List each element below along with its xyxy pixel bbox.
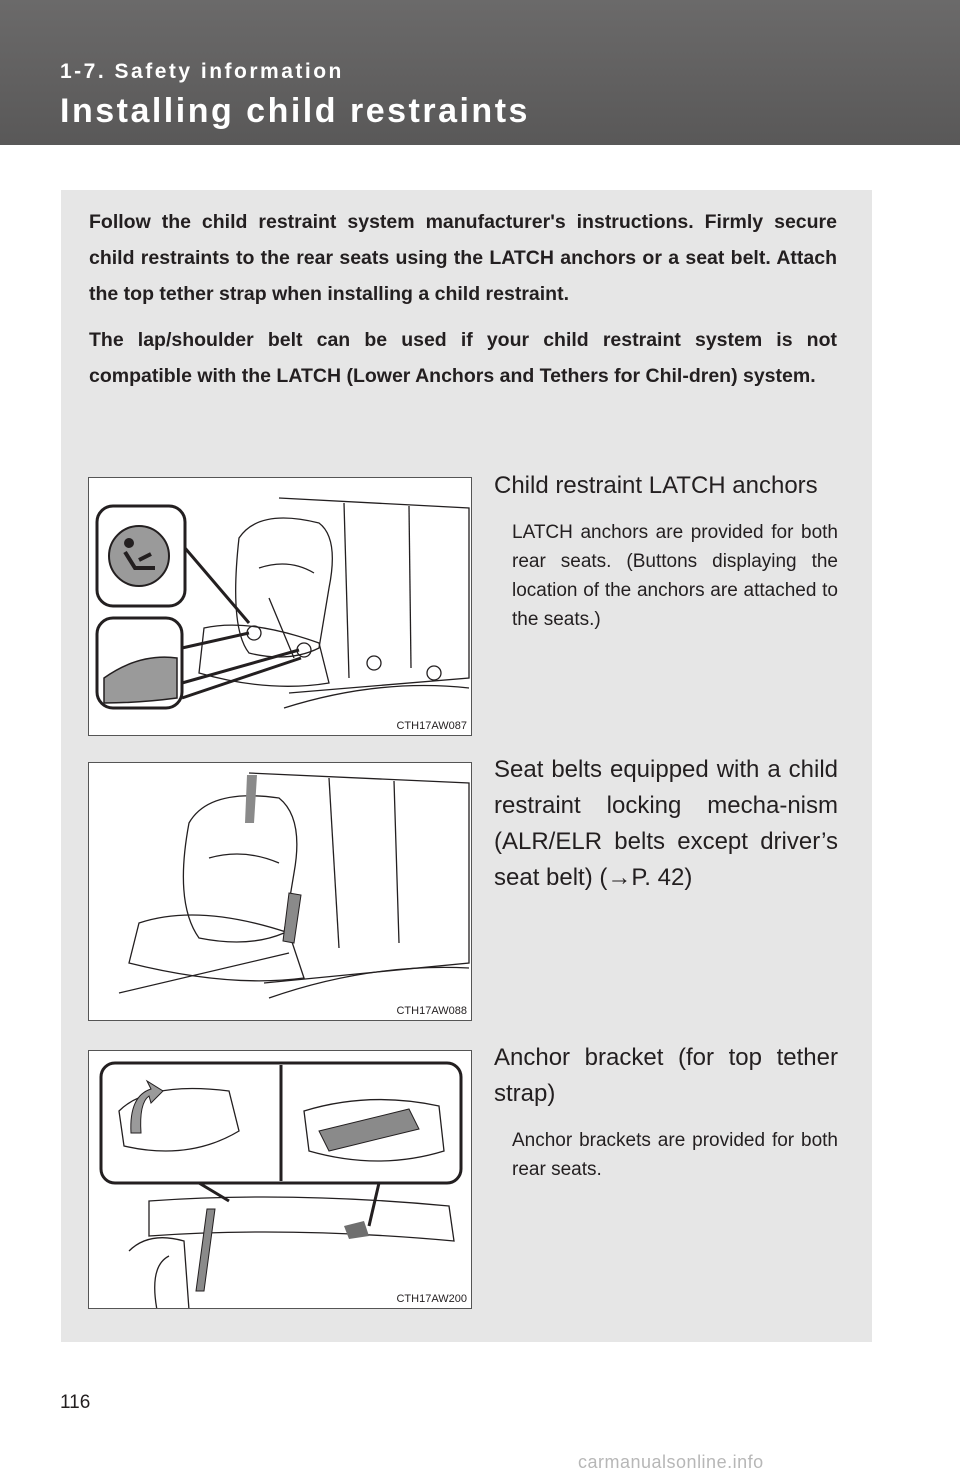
anchor-bracket-illustration	[89, 1051, 472, 1309]
header-bar	[0, 0, 960, 145]
item-description: LATCH anchors are provided for both rear seats. (Buttons displaying the location of the anchors are attached to the seats.)	[512, 522, 838, 630]
intro-text	[89, 204, 837, 404]
figure-code: CTH17AW200	[396, 1293, 467, 1305]
figure-anchor-bracket	[88, 1050, 472, 1309]
item-title: Child restraint LATCH anchors	[494, 472, 818, 499]
section-label: 1-7. Safety information	[60, 60, 344, 83]
page-title: Installing child restraints	[60, 92, 530, 130]
page-number: 116	[60, 1392, 91, 1413]
figure-latch-anchors	[88, 477, 472, 736]
intro-paragraph: Follow the child restraint system manufacturer's instructions. Firmly secure child restraints to the rear seats using the LATCH anchors or a seat belt. Attach the top tether strap when installing a child restraint.	[89, 211, 837, 305]
item-description: Anchor brackets are provided for both rear seats.	[512, 1130, 838, 1180]
figure-seat-belts	[88, 762, 472, 1021]
watermark: carmanualsonline.info	[578, 1452, 764, 1472]
item-title: Anchor bracket (for top tether strap)	[494, 1044, 838, 1107]
figure-code: CTH17AW087	[396, 720, 467, 732]
item-title: Seat belts equipped with a child restraint locking mecha-nism (ALR/ELR belts except driver’s seat belt) (→P. 42)	[494, 756, 838, 891]
child-seat-button-icon	[109, 526, 169, 586]
latch-anchors-illustration	[89, 478, 472, 736]
seat-belt-illustration	[89, 763, 472, 1021]
figure-code: CTH17AW088	[396, 1005, 467, 1017]
intro-paragraph: The lap/shoulder belt can be used if your child restraint system is not compatible with the LATCH (Lower Anchors and Tethers for Chil-dren) system.	[89, 329, 837, 387]
